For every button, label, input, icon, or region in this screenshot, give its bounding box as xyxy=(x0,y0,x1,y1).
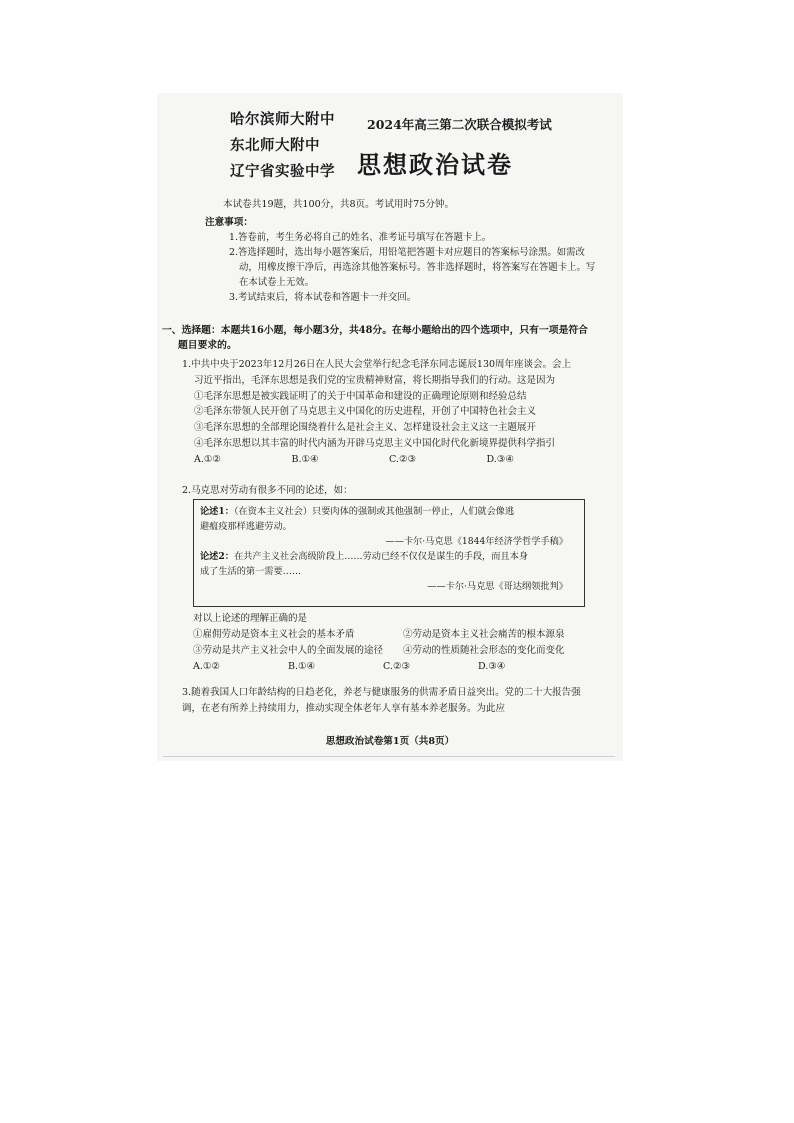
note-line: 在本试卷上无效。 xyxy=(239,277,315,288)
quote-label: 论述2： xyxy=(200,551,234,562)
question-item: ④劳动的性质随社会形态的变化而变化 xyxy=(403,645,565,656)
quote-text: （在资本主义社会）只要肉体的强制或其他强制一停止，人们就会像逃 xyxy=(233,506,515,517)
page-footer: 思想政治试卷第1页（共8页） xyxy=(325,736,455,747)
question-item: ③毛泽东思想的全部理论围绕着什么是社会主义、怎样建设社会主义这一主题展开 xyxy=(194,422,537,434)
section-heading xyxy=(162,323,588,353)
quote-source: ——卡尔·马克思《哥达纲领批判》 xyxy=(427,581,568,592)
notes-title: 注意事项： xyxy=(205,217,253,228)
question-2-body xyxy=(193,611,613,675)
option-c: C.②③ xyxy=(383,661,410,672)
answer-options xyxy=(182,452,572,468)
exam-page xyxy=(157,93,623,761)
answer-options xyxy=(193,659,573,675)
school-name: 东北师大附中 xyxy=(230,137,320,154)
question-3 xyxy=(182,685,581,717)
note-line: 动，用橡皮擦干净后，再选涂其他答案标号。答非选择题时，将答案写在答题卡上。写 xyxy=(239,262,596,273)
item-pair xyxy=(193,643,613,659)
quote-label: 论述1： xyxy=(200,506,234,517)
note-line: 2.答选择题时，选出每小题答案后，用铅笔把答题卡对应题目的答案标号涂黑。如需改 xyxy=(229,247,585,258)
exam-intro: 本试卷共19题，共100分，共8页。考试用时75分钟。 xyxy=(223,199,455,210)
item-pair xyxy=(193,627,613,643)
question-2-stem: 2.马克思对劳动有很多不同的论述，如： xyxy=(182,485,353,496)
option-a: A.①② xyxy=(194,453,221,465)
option-c: C.②③ xyxy=(389,453,416,465)
option-b: B.①④ xyxy=(291,453,319,465)
note-line: 1.答卷前，考生务必将自己的姓名、准考证号填写在答题卡上。 xyxy=(229,232,492,243)
exam-name: 2024年高三第二次联合模拟考试 xyxy=(367,117,552,132)
quote-text: 在共产主义社会高级阶段上……劳动已经不仅仅是谋生的手段，而且本身 xyxy=(233,551,528,562)
question-1 xyxy=(182,357,572,468)
question-item: ①雇佣劳动是资本主义社会的基本矛盾 xyxy=(193,629,355,640)
school-name: 辽宁省实验中学 xyxy=(230,163,335,180)
notes-list xyxy=(229,230,595,305)
subject-title: 思想政治试卷 xyxy=(357,150,513,179)
question-item: ④毛泽东思想以其丰富的时代内涵为开辟马克思主义中国化时代化新境界提供科学指引 xyxy=(194,437,556,449)
option-b: B.①④ xyxy=(288,661,316,672)
question-stem: 1.中共中央于2023年12月26日在人民大会堂举行纪念毛泽东同志诞辰130周年座谈会。会上 xyxy=(182,359,572,370)
question-item: ②劳动是资本主义社会痛苦的根本源泉 xyxy=(403,629,565,640)
school-name: 哈尔滨师大附中 xyxy=(230,111,335,128)
question-prompt: 对以上论述的理解正确的是 xyxy=(193,613,308,624)
question-stem: 调，在老有所养上持续用力，推动实现全体老年人享有基本养老服务。为此应 xyxy=(182,702,506,714)
quote-source: ——卡尔·马克思《1844年经济学哲学手稿》 xyxy=(385,536,568,547)
quote-1-line xyxy=(200,504,578,519)
option-a: A.①② xyxy=(193,661,220,672)
section-heading-line: 一、选择题：本题共16小题，每小题3分，共48分。在每小题给出的四个选项中，只有一项是符合 xyxy=(162,325,588,336)
note-line: 3.考试结束后，将本试卷和答题卡一并交回。 xyxy=(229,292,417,303)
option-d: D.③④ xyxy=(486,453,514,465)
question-stem: 习近平指出，毛泽东思想是我们党的宝贵精神财富，将长期指导我们的行动。这是因为 xyxy=(194,374,556,386)
question-item: ②毛泽东带领人民开创了马克思主义中国化的历史进程，开创了中国特色社会主义 xyxy=(194,406,537,418)
quote-2-line xyxy=(200,549,578,564)
section-heading-line: 题目要求的。 xyxy=(178,340,237,351)
quote-text: 成了生活的第一需要…… xyxy=(200,566,302,577)
question-item: ③劳动是共产主义社会中人的全面发展的途径 xyxy=(193,645,384,656)
quote-box xyxy=(193,499,585,607)
quote-text: 避瘟疫那样逃避劳动。 xyxy=(200,521,292,532)
school-names xyxy=(230,107,335,185)
question-item: ①毛泽东思想是被实践证明了的关于中国革命和建设的正确理论原则和经验总结 xyxy=(194,390,527,402)
question-stem: 3.随着我国人口年龄结构的日趋老化，养老与健康服务的供需矛盾日益突出。党的二十大报告强 xyxy=(182,687,581,698)
option-d: D.③④ xyxy=(478,661,506,672)
